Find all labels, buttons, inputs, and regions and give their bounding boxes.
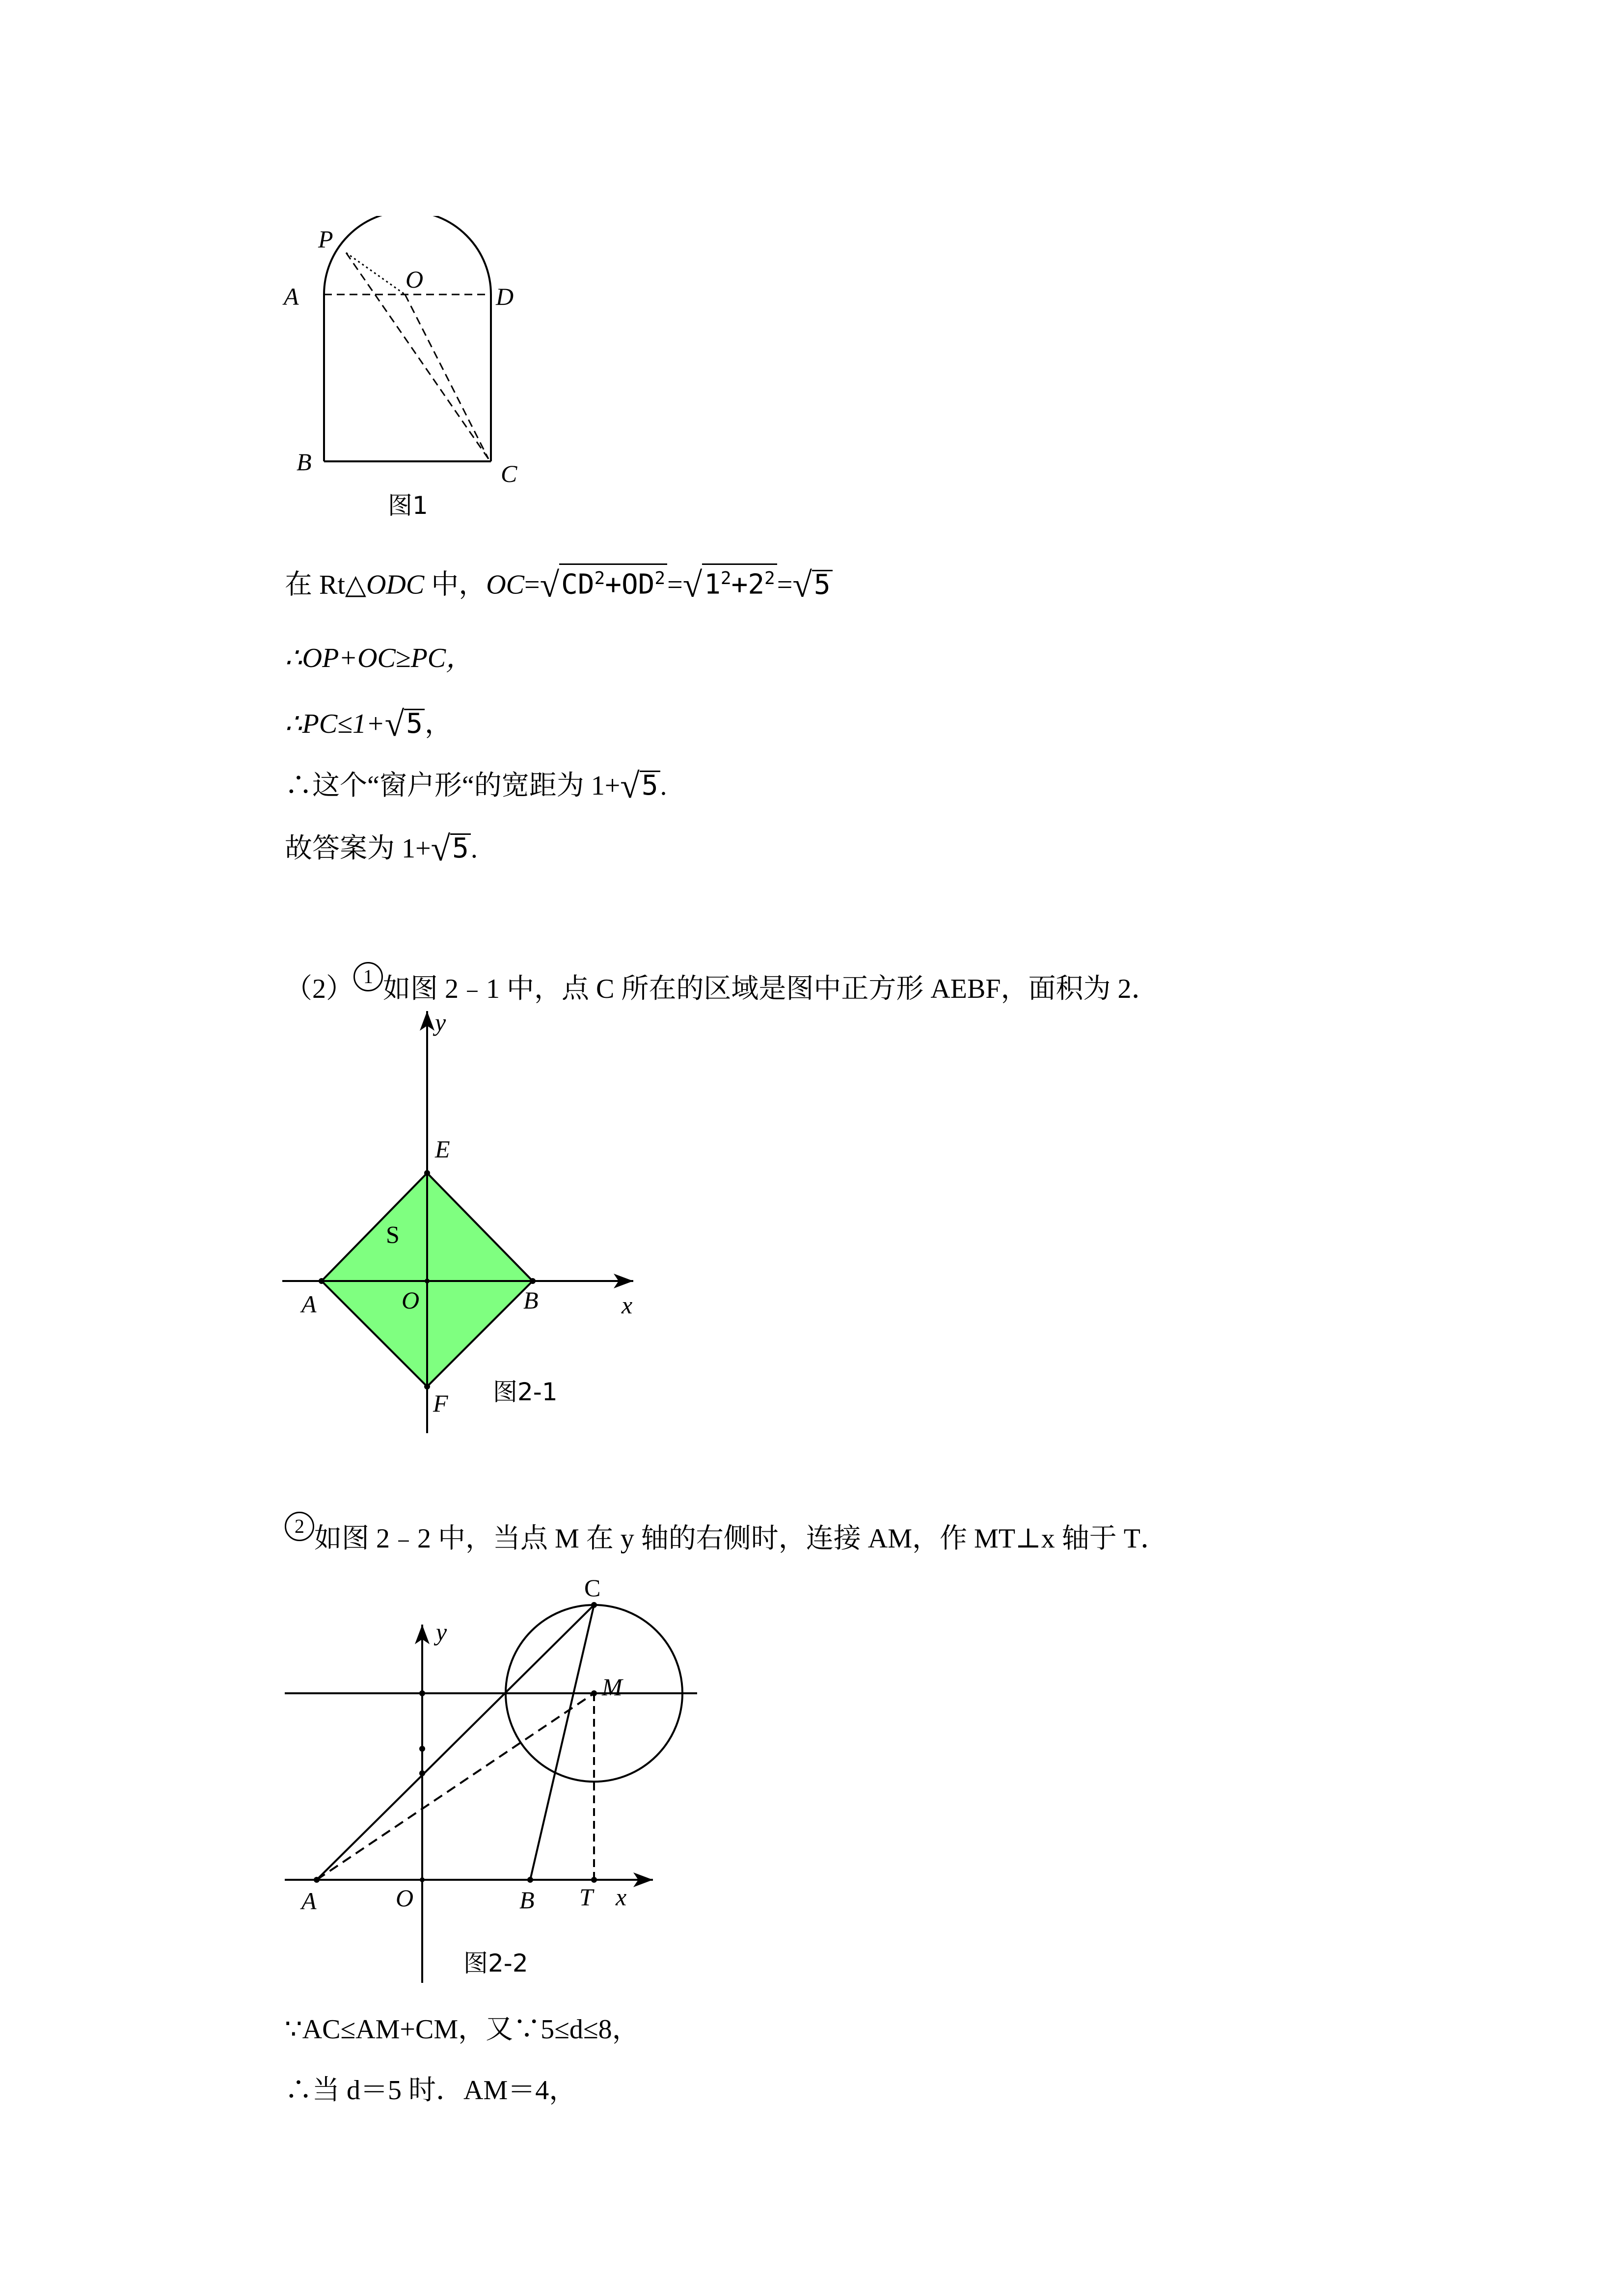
line-rt-odc <box>285 563 833 605</box>
fig22-label-a: A <box>301 1887 317 1915</box>
line-part-2-2 <box>285 1512 1168 1556</box>
fig1-caption: 图1 <box>388 491 428 520</box>
text-oc: OC <box>486 569 525 600</box>
sup-od: 2 <box>654 568 666 588</box>
fig1-label-d: D <box>496 283 514 310</box>
radical-sign-3: √ <box>792 565 812 605</box>
sqrt-cd-od <box>559 563 667 599</box>
fig22-point-o <box>420 1877 425 1882</box>
circled-number-2: 2 <box>285 1512 314 1541</box>
text-comma: ， <box>424 709 452 739</box>
line-answer <box>285 831 478 866</box>
text-pc-le: ∴PC≤1+ <box>285 709 385 739</box>
fig21-point-b <box>530 1278 536 1284</box>
text-part-num: （2） <box>285 974 353 1004</box>
sqrt-5-c: 5 <box>640 771 660 800</box>
line-ac-am-cm: ∵AC≤AM+CM，又∵5≤d≤8， <box>285 2014 640 2045</box>
fig22-point-a <box>314 1877 320 1883</box>
line-part-2 <box>285 962 1159 1006</box>
radical-sign-6: √ <box>431 829 451 868</box>
fig21-label-b: B <box>523 1286 539 1314</box>
fig21-point-a <box>319 1278 325 1284</box>
fig21-label-a: A <box>301 1290 317 1318</box>
fig21-caption: 图2-1 <box>493 1378 558 1406</box>
fig21-point-o <box>425 1279 430 1283</box>
sqrt-5: 5 <box>812 570 833 599</box>
figure-2-2 <box>275 1571 717 1993</box>
text-part-2-1: 如图 2﹣1 中，点 C 所在的区域是图中正方形 AEBF，面积为 2． <box>383 974 1159 1004</box>
fig22-label-b: B <box>519 1886 535 1914</box>
text-answer: 故答案为 1+ <box>285 833 431 864</box>
text-odc: ODC <box>366 569 425 600</box>
line-when-d-5: ∴当 d＝5 时．AM＝4， <box>285 2075 577 2106</box>
sup-one: 2 <box>720 568 731 588</box>
fig22-point-b <box>527 1877 533 1883</box>
fig21-point-f <box>424 1384 430 1389</box>
fig21-label-x: x <box>622 1291 633 1319</box>
fig22-label-m: M <box>602 1673 623 1701</box>
figure-2-1 <box>275 1001 648 1443</box>
fig21-label-s: S <box>386 1221 400 1248</box>
radical-sign-4: √ <box>384 704 405 744</box>
fig21-point-e <box>424 1170 430 1176</box>
line-pc-bound <box>285 704 452 744</box>
sup-two: 2 <box>764 568 775 588</box>
text-rt: 在 Rt△ <box>285 569 366 600</box>
fig21-label-y: y <box>435 1009 446 1036</box>
text-cd: CD <box>561 568 595 601</box>
fig1-label-p: P <box>318 225 333 253</box>
sqrt-1-2 <box>702 563 777 599</box>
sup-cd: 2 <box>594 568 605 588</box>
text-one: 1 <box>704 568 721 601</box>
fig21-label-e: E <box>435 1135 450 1163</box>
text-window: ∴这个“窗户形“的宽距为 1+ <box>285 771 621 801</box>
fig22-point-c <box>591 1602 597 1608</box>
text-eq2: = <box>667 569 683 600</box>
fig1-label-a: A <box>284 283 299 310</box>
text-zhong: 中， <box>424 569 487 600</box>
fig1-label-c: C <box>501 460 517 487</box>
fig22-line-ac <box>317 1605 594 1880</box>
fig21-label-o: O <box>402 1286 420 1314</box>
fig22-label-t: T <box>579 1883 593 1911</box>
text-part-2-2: 如图 2﹣2 中，当点 M 在 y 轴的右侧时，连接 AM，作 MT⊥x 轴于 T． <box>314 1523 1168 1554</box>
text-plus-two: +2 <box>731 568 765 601</box>
line-window-width <box>285 766 667 805</box>
sqrt-5-d: 5 <box>450 833 471 862</box>
fig22-point-y3 <box>419 1770 425 1776</box>
fig22-label-x: x <box>616 1883 627 1911</box>
fig21-label-f: F <box>433 1389 448 1417</box>
fig1-dashed-oc <box>405 294 488 459</box>
radical-sign-5: √ <box>620 766 640 805</box>
fig22-point-m <box>591 1690 597 1696</box>
text-plus-od: +OD <box>605 568 655 601</box>
fig22-label-o: O <box>396 1884 414 1912</box>
fig22-line-bc <box>530 1605 594 1880</box>
radical-sign-1: √ <box>540 565 560 605</box>
text-period: . <box>660 771 667 801</box>
text-eq: = <box>524 569 540 600</box>
circled-number-1: 1 <box>353 962 383 991</box>
sqrt-5-b: 5 <box>404 709 425 738</box>
line-op-oc-pc: ∴OP+OC≥PC， <box>285 643 474 673</box>
fig1-dotted-po <box>346 253 405 294</box>
fig1-label-b: B <box>297 448 312 476</box>
fig22-caption: 图2-2 <box>463 1949 528 1977</box>
fig22-point-t <box>591 1877 597 1883</box>
fig22-point-y2 <box>419 1746 425 1752</box>
fig1-label-o: O <box>406 266 424 293</box>
text-eq3: = <box>777 569 793 600</box>
fig22-label-c: C <box>584 1574 601 1602</box>
fig22-point-y1 <box>419 1690 425 1696</box>
radical-sign-2: √ <box>682 565 703 605</box>
fig22-label-y: y <box>436 1618 447 1646</box>
text-period-2: . <box>470 833 478 864</box>
